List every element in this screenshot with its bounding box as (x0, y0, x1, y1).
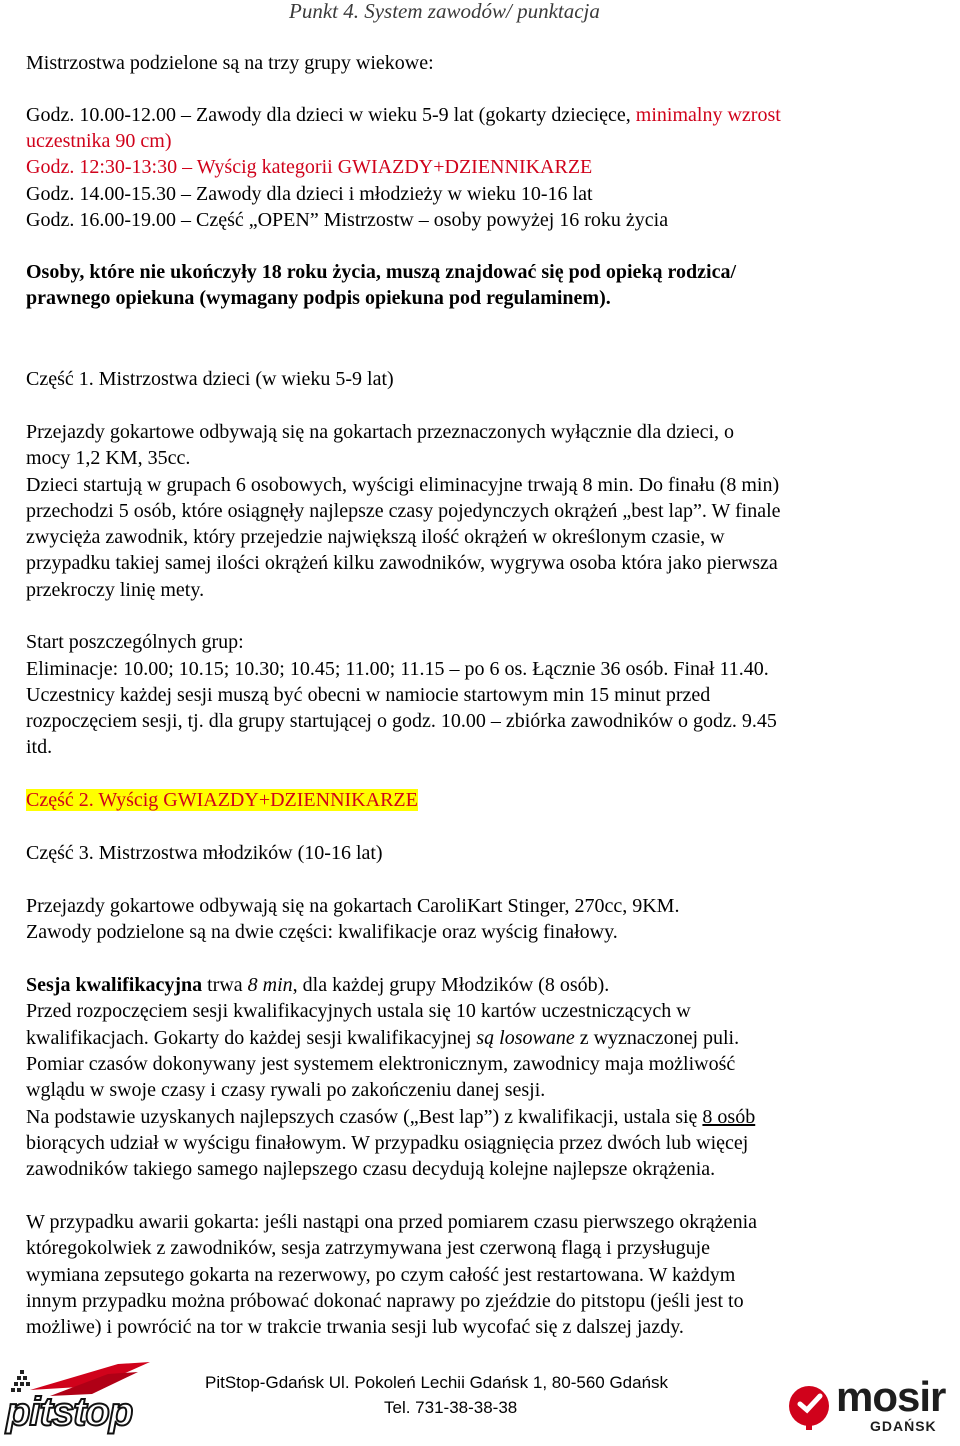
footer-address: PitStop-Gdańsk Ul. Pokoleń Lechii Gdańsk 1, 80-560 Gdańsk (205, 1373, 669, 1392)
qualifying-line-4: Pomiar czasów dokonywany jest systemem elektronicznym, zawodnicy maja możliwość (26, 1053, 736, 1075)
failure-line-3: wymiana zepsutego gokarta na rezerwowy, po czym całość jest restartowana. W każdym (26, 1264, 736, 1286)
start-groups-line-4: itd. (26, 736, 53, 758)
part1-line-1: Przejazdy gokartowe odbywają się na gokartach przeznaczonych wyłącznie dla dzieci, o (26, 421, 734, 443)
intro-line: Mistrzostwa podzielone są na trzy grupy wiekowe: (26, 52, 434, 74)
start-groups-line-3: rozpoczęciem sesji, tj. dla grupy startującej o godz. 10.00 – zbiórka zawodników o godz. 9.45 (26, 710, 777, 732)
qualifying-line-7: biorących udział w wyścigu finałowym. W przypadku osiągnięcia przez dwóch lub więcej (26, 1132, 749, 1154)
failure-line-5: możliwe) i powrócić na tor w trakcie trwania sesji lub wycofać się z dalszej jazdy. (26, 1316, 684, 1338)
schedule-line-1-text: Godz. 10.00-12.00 – Zawody dla dzieci w wieku 5-9 lat (gokarty dziecięce, (26, 104, 636, 126)
schedule-line-1-red: minimalny wzrost (635, 104, 781, 126)
start-groups-line-2: Uczestnicy każdej sesji muszą być obecni w namiocie startowym min 15 minut przed (26, 684, 711, 706)
qualifying-italic: 8 min (247, 974, 293, 996)
schedule-line-1 (26, 102, 781, 128)
start-groups-line-1: Eliminacje: 10.00; 10.15; 10.30; 10.45; 11.00; 11.15 – po 6 os. Łącznie 36 osób. Finał 11.40. (26, 658, 769, 680)
qualifying-line-3-a: kwalifikacjach. Gokarty do każdej sesji kwalifikacyjnej (26, 1027, 477, 1049)
schedule-line-4: Godz. 14.00-15.30 – Zawody dla dzieci i młodzieży w wieku 10-16 lat (26, 183, 593, 205)
part1-line-4: przechodzi 5 osób, które osiągnęły najlepsze czasy pojedynczych okrążeń „best lap”. W finale (26, 500, 781, 522)
qualifying-line-6 (26, 1104, 755, 1130)
part3-line-2: Zawody podzielone są na dwie części: kwalifikacje oraz wyścig finałowy. (26, 921, 618, 943)
start-groups-title: Start poszczególnych grup: (26, 631, 244, 653)
schedule-line-3: Godz. 12:30-13:30 – Wyścig kategorii GWIAZDY+DZIENNIKARZE (26, 156, 593, 178)
part2-title-highlight: Część 2. Wyścig GWIAZDY+DZIENNIKARZE (26, 789, 418, 811)
qualifying-line-3 (26, 1025, 739, 1051)
qualifying-line-8: zawodników takiego samego najlepszego czasu decydują kolejne najlepsze okrążenia. (26, 1158, 716, 1180)
part1-line-7: przekroczy linię mety. (26, 579, 205, 601)
qualifying-line-6-a: Na podstawie uzyskanych najlepszych czasów („Best lap”) z kwalifikacji, ustala się (26, 1106, 703, 1128)
part1-line-3: Dzieci startują w grupach 6 osobowych, wyścigi eliminacyjne trwają 8 min. Do finału (8 min) (26, 474, 780, 496)
part2-title (26, 787, 418, 813)
qualifying-bold: Sesja kwalifikacyjna (26, 974, 203, 996)
failure-line-1: W przypadku awarii gokarta: jeśli nastąpi ona przed pomiarem czasu pierwszego okrążenia (26, 1211, 757, 1233)
part1-line-5: zwycięża zawodnik, który przejedzie największą ilość okrążeń w określonym czasie, w (26, 526, 725, 548)
footer-phone: Tel. 731-38-38-38 (384, 1398, 518, 1417)
pitstop-logo-text: pitstop (6, 1390, 133, 1434)
qualifying-line-5: wglądu w swoje czasy i czasy rywali po zakończeniu danej sesji. (26, 1079, 546, 1101)
part1-line-6: przypadku takiej samej ilości okrążeń kilku zawodników, wygrywa osoba która jako pierwsza (26, 552, 778, 574)
failure-line-4: innym przypadku można próbować dokonać naprawy po zjeździe do pitstopu (jeśli jest to (26, 1290, 744, 1312)
schedule-line-2: uczestnika 90 cm) (26, 130, 172, 152)
schedule-line-5: Godz. 16.00-19.00 – Część „OPEN” Mistrzostw – osoby powyżej 16 roku życia (26, 209, 669, 231)
qualifying-line-1 (26, 972, 609, 998)
mosir-logo-text: mosir (836, 1373, 946, 1420)
page-header: Punkt 4. System zawodów/ punktacja (289, 0, 600, 23)
qualifying-line-6-underline: 8 osób (702, 1106, 756, 1128)
qualifying-line-2: Przed rozpoczęciem sesji kwalifikacyjnych ustala się 10 kartów uczestniczących w (26, 1000, 691, 1022)
qualifying-line-3-b: z wyznaczonej puli. (574, 1027, 740, 1049)
part3-line-1: Przejazdy gokartowe odbywają się na gokartach CaroliKart Stinger, 270cc, 9KM. (26, 895, 680, 917)
qualifying-line-3-italic: są losowane (476, 1027, 575, 1049)
guardian-note-line-2: prawnego opiekuna (wymagany podpis opiekuna pod regulaminem). (26, 287, 611, 309)
mosir-logo-subtext: GDAŃSK (870, 1418, 937, 1434)
part1-title: Część 1. Mistrzostwa dzieci (w wieku 5-9 lat) (26, 368, 394, 390)
part1-line-2: mocy 1,2 KM, 35cc. (26, 447, 191, 469)
qualifying-text-a: trwa (202, 974, 248, 996)
failure-line-2: któregokolwiek z zawodników, sesja zatrzymywana jest czerwoną flagą i przysługuje (26, 1237, 711, 1259)
guardian-note-line-1: Osoby, które nie ukończyły 18 roku życia, muszą znajdować się pod opieką rodzica/ (26, 261, 737, 283)
qualifying-text-b: , dla każdej grupy Młodzików (8 osób). (292, 974, 610, 996)
part3-title: Część 3. Mistrzostwa młodzików (10-16 lat) (26, 842, 383, 864)
